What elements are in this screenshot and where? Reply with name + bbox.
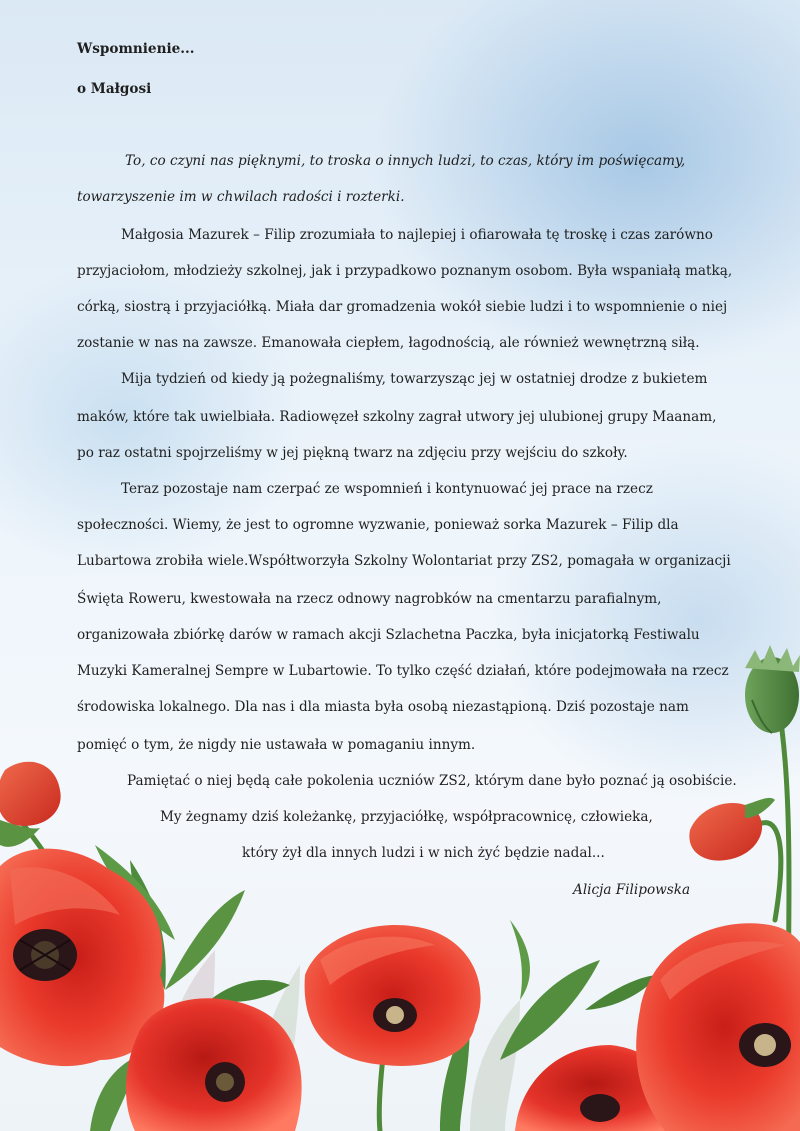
poppy-center — [305, 925, 481, 1066]
body-line: Muzyki Kameralnej Sempre w Lubartowie. To tylko część działań, które podejmowała na rzecz — [77, 663, 729, 679]
body-line: Teraz pozostaje nam czerpać ze wspomnień i kontynuować jej prace na rzecz — [121, 481, 653, 497]
body-line: Pamiętać o niej będą całe pokolenia uczniów ZS2, którym dane było poznać ją osobiście. — [127, 773, 737, 789]
page-title: Wspomnienie... — [77, 41, 195, 57]
body-line: środowiska lokalnego. Dla nas i dla miasta była osobą niezastąpioną. Dziś pozostaje nam — [77, 699, 689, 715]
body-line: towarzyszenie im w chwilach radości i rozterki. — [77, 189, 405, 205]
signature: Alicja Filipowska — [573, 882, 691, 898]
body-line: To, co czyni nas pięknymi, to troska o innych ludzi, to czas, który im poświęcamy, — [125, 153, 686, 169]
body-line: My żegnamy dziś koleżankę, przyjaciółkę, współpracownicę, człowieka, — [160, 809, 653, 825]
body-line: Święta Roweru, kwestowała na rzecz odnowy nagrobków na cmentarzu parafialnym, — [77, 591, 662, 607]
poppy-seed-pod — [745, 645, 800, 733]
body-line: po raz ostatni spojrzeliśmy w jej piękną twarz na zdjęciu przy wejściu do szkoły. — [77, 445, 628, 461]
body-line: organizowała zbiórkę darów w ramach akcji Szlachetna Paczka, była inicjatorką Festiwalu — [77, 627, 700, 643]
body-line: przyjaciołom, młodzieży szkolnej, jak i przypadkowo poznanym osobom. Była wspaniałą matką, — [77, 263, 733, 279]
body-line: córką, siostrą i przyjaciółką. Miała dar gromadzenia wokół siebie ludzi i to wspomnienie o niej — [77, 299, 728, 315]
body-line: pomięć o tym, że nigdy nie ustawała w pomaganiu innym. — [77, 737, 476, 753]
body-line: maków, które tak uwielbiała. Radiowęzeł szkolny zagrał utwory jej ulubionej grupy Maanam, — [77, 409, 717, 425]
body-line: Lubartowa zrobiła wiele.Współtworzyła Szkolny Wolontariat przy ZS2, pomagała w organizacji — [77, 553, 731, 569]
body-line: który żył dla innych ludzi i w nich żyć będzie nadal... — [242, 845, 605, 861]
body-line: zostanie w nas na zawsze. Emanowała ciepłem, łagodnością, ale również wewnętrzną siłą. — [77, 335, 700, 351]
body-line: Mija tydzień od kiedy ją pożegnaliśmy, towarzysząc jej w ostatniej drodze z bukietem — [121, 371, 708, 387]
body-line: Małgosia Mazurek – Filip zrozumiała to najlepiej i ofiarowała tę troskę i czas zarówno — [121, 227, 713, 243]
body-line: społeczności. Wiemy, że jest to ogromne wyzwanie, ponieważ sorka Mazurek – Filip dla — [77, 517, 679, 533]
page-subtitle: o Małgosi — [77, 81, 152, 97]
poppy-right-large — [636, 923, 800, 1131]
